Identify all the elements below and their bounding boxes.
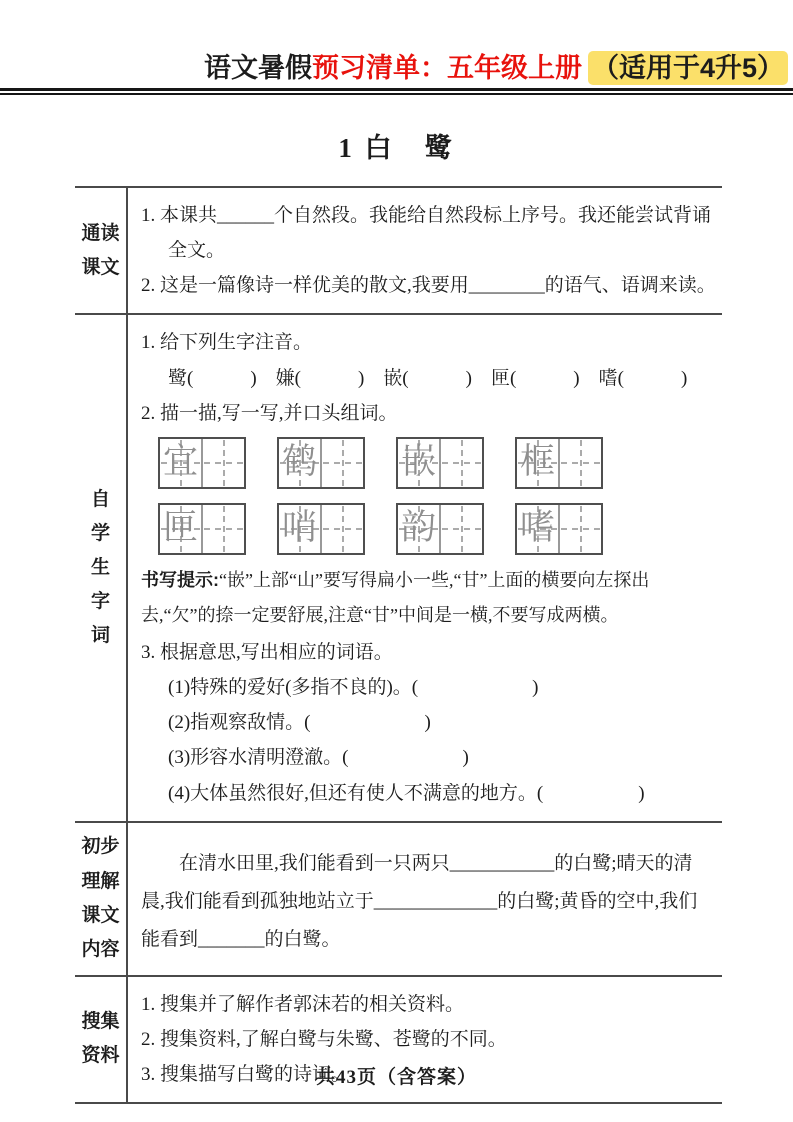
trace-box xyxy=(277,437,365,489)
label-line: 资料 xyxy=(81,1045,120,1067)
trace-box xyxy=(396,503,484,555)
trace-cell xyxy=(279,439,322,487)
header-grade-badge: （适用于4升5） xyxy=(588,51,788,85)
row-content-read-text xyxy=(128,188,722,313)
task-trace-heading: 2. 描一描,写一写,并口头组词。 xyxy=(141,402,398,424)
character-trace-grid xyxy=(158,437,716,555)
trace-character: 嵌 xyxy=(400,442,436,482)
list-item: (4)大体虽然很好,但还有使人不满意的地方。( ) xyxy=(168,782,645,804)
list-item: 2. 搜集资料,了解白鹭与朱鹭、苍鹭的不同。 xyxy=(141,1028,507,1050)
list-item: 1. 搜集并了解作者郭沫若的相关资料。 xyxy=(141,993,465,1015)
definition-list xyxy=(141,670,716,811)
empty-practice-cell xyxy=(441,505,482,553)
trace-box xyxy=(158,437,246,489)
pinyin-blanks-line: 鹭( ) 嫌( ) 嵌( ) 匣( ) 嗜( ) xyxy=(168,367,688,389)
label-line: 初步 xyxy=(81,836,120,858)
row-label-self-study-words xyxy=(75,315,128,820)
trace-box xyxy=(515,437,603,489)
trace-box xyxy=(277,503,365,555)
label-line: 通读 xyxy=(81,222,120,244)
label-line: 生 xyxy=(90,556,110,578)
list-item: 3. 搜集描写白鹭的诗词。 xyxy=(141,1064,351,1086)
empty-practice-cell xyxy=(441,439,482,487)
list-item: (1)特殊的爱好(多指不良的)。( ) xyxy=(168,677,539,699)
fill-in-paragraph: 在清水田里,我们能看到一只两只___________的白鹭;晴天的清晨,我们能看到孤独地站立于_____________的白鹭;黄昏的空中,我们能看到_______的白鹭。 xyxy=(141,852,698,950)
trace-character: 框 xyxy=(519,442,555,482)
row-label-initial-understanding xyxy=(75,823,128,975)
empty-practice-cell xyxy=(560,505,601,553)
item-list xyxy=(141,198,716,303)
trace-cell xyxy=(160,439,203,487)
trace-cell xyxy=(517,439,560,487)
trace-box xyxy=(515,503,603,555)
trace-character: 哨 xyxy=(281,508,317,548)
page-footer: 共43页（含答案） xyxy=(315,1067,477,1088)
trace-box xyxy=(396,437,484,489)
table-row-initial-understanding xyxy=(75,821,722,975)
trace-character: 匣 xyxy=(162,508,198,548)
empty-practice-cell xyxy=(203,439,244,487)
writing-tip xyxy=(141,563,716,633)
label-line: 课文 xyxy=(81,904,120,926)
trace-cell xyxy=(517,505,560,553)
list-item: (3)形容水清明澄澈。( ) xyxy=(168,747,469,769)
trace-character: 嗜 xyxy=(519,508,555,548)
preview-checklist-table xyxy=(75,186,722,1104)
label-line: 字 xyxy=(90,591,110,613)
writing-tip-text: “嵌”上部“山”要写得扁小一些,“甘”上面的横要向左探出去,“欠”的捺一定要舒展,注意“甘”中间是一横,不要写成两横。 xyxy=(141,569,650,625)
trace-box xyxy=(158,503,246,555)
label-line: 学 xyxy=(90,522,110,544)
task-pinyin-heading: 1. 给下列生字注音。 xyxy=(141,332,313,354)
trace-character: 鹤 xyxy=(281,442,317,482)
lesson-title: 1 白 鹭 xyxy=(338,133,455,163)
trace-cell xyxy=(398,439,441,487)
trace-cell xyxy=(398,505,441,553)
trace-character: 韵 xyxy=(400,508,436,548)
empty-practice-cell xyxy=(322,505,363,553)
table-row-read-text xyxy=(75,186,722,313)
task-definitions-heading: 3. 根据意思,写出相应的词语。 xyxy=(141,642,393,664)
header-divider-rule xyxy=(0,88,793,95)
header-series-label: 语文暑假 xyxy=(203,53,312,83)
row-label-read-text xyxy=(75,188,128,313)
row-content-initial-understanding xyxy=(128,823,722,975)
trace-cell xyxy=(160,505,203,553)
row-content-self-study-words xyxy=(128,315,722,820)
writing-tip-label: 书写提示: xyxy=(141,569,219,590)
label-line: 词 xyxy=(90,625,110,647)
label-line: 搜集 xyxy=(81,1011,120,1033)
label-line: 自 xyxy=(90,488,110,510)
empty-practice-cell xyxy=(560,439,601,487)
header-subject-label: 预习清单：五年级上册 xyxy=(311,53,582,83)
label-line: 课文 xyxy=(81,256,120,278)
label-line: 内容 xyxy=(81,938,120,960)
label-line: 理解 xyxy=(81,870,120,892)
trace-cell xyxy=(279,505,322,553)
empty-practice-cell xyxy=(203,505,244,553)
list-item: 1. 本课共______个自然段。我能给自然段标上序号。我还能尝试背诵全文。 xyxy=(141,205,712,262)
page-header xyxy=(204,50,788,86)
trace-character: 宜 xyxy=(162,442,198,482)
table-row-self-study-words xyxy=(75,313,722,820)
empty-practice-cell xyxy=(322,439,363,487)
list-item: 2. 这是一篇像诗一样优美的散文,我要用________的语气、语调来读。 xyxy=(141,275,716,297)
list-item: (2)指观察敌情。( ) xyxy=(168,712,431,734)
